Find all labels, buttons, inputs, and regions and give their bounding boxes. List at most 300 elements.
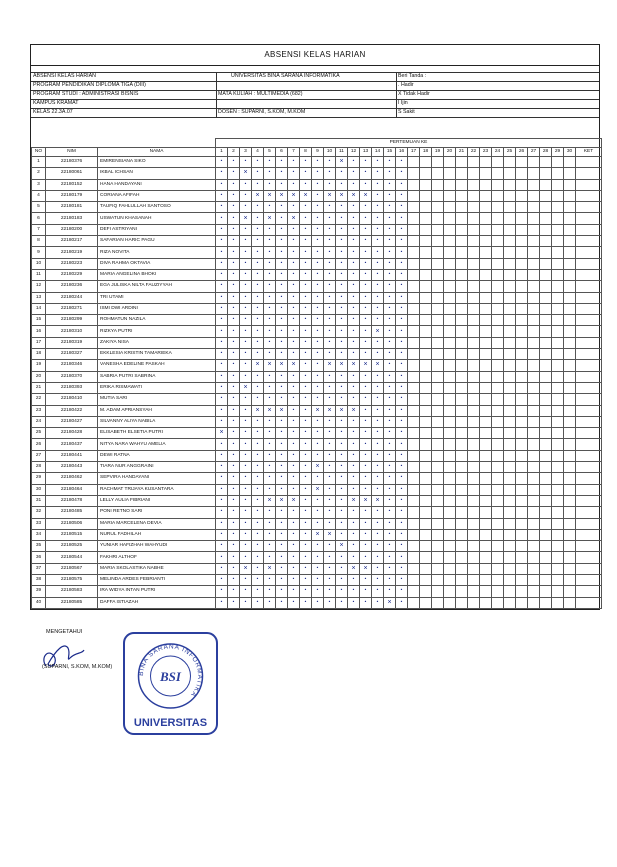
attendance-mark: ×: [288, 190, 300, 201]
attendance-mark: •: [384, 213, 396, 224]
attendance-mark: •: [300, 292, 312, 303]
attendance-mark: •: [252, 315, 264, 326]
attendance-mark: •: [228, 371, 240, 382]
attendance-mark: •: [300, 428, 312, 439]
attendance-mark: •: [252, 439, 264, 450]
attendance-mark: •: [264, 552, 276, 563]
student-ket: [576, 224, 602, 235]
attendance-mark: •: [264, 574, 276, 585]
attendance-mark: •: [384, 326, 396, 337]
attendance-mark: [420, 360, 432, 371]
attendance-mark: [444, 236, 456, 247]
attendance-mark: •: [312, 416, 324, 427]
attendance-mark: [480, 405, 492, 416]
attendance-mark: ×: [276, 405, 288, 416]
attendance-mark: •: [264, 326, 276, 337]
attendance-mark: •: [216, 382, 228, 393]
attendance-mark: [468, 586, 480, 597]
attendance-mark: •: [228, 349, 240, 360]
attendance-mark: •: [336, 213, 348, 224]
attendance-mark: •: [348, 586, 360, 597]
attendance-mark: •: [336, 236, 348, 247]
attendance-mark: •: [216, 405, 228, 416]
attendance-mark: [480, 269, 492, 280]
attendance-mark: [552, 303, 564, 314]
attendance-mark: •: [336, 202, 348, 213]
attendance-mark: [540, 597, 552, 608]
student-ket: [576, 202, 602, 213]
attendance-mark: •: [300, 224, 312, 235]
student-row: [32, 597, 602, 608]
attendance-mark: •: [276, 518, 288, 529]
attendance-mark: •: [252, 428, 264, 439]
student-nama: IRA WIDYA INTAN PUTRI: [98, 586, 216, 597]
attendance-mark: •: [252, 394, 264, 405]
attendance-mark: •: [396, 190, 408, 201]
student-no: 15: [32, 315, 46, 326]
attendance-mark: [528, 168, 540, 179]
attendance-mark: •: [336, 168, 348, 179]
attendance-mark: [492, 394, 504, 405]
attendance-mark: ×: [360, 563, 372, 574]
attendance-mark: [564, 586, 576, 597]
attendance-mark: [528, 563, 540, 574]
attendance-mark: •: [276, 236, 288, 247]
student-nim: 22180567: [46, 563, 98, 574]
attendance-mark: •: [384, 337, 396, 348]
attendance-mark: [432, 360, 444, 371]
attendance-mark: •: [216, 597, 228, 608]
student-nim: 22180544: [46, 552, 98, 563]
attendance-mark: [420, 541, 432, 552]
student-no: 29: [32, 473, 46, 484]
student-ket: [576, 495, 602, 506]
student-ket: [576, 507, 602, 518]
attendance-mark: •: [396, 349, 408, 360]
attendance-mark: [456, 326, 468, 337]
attendance-mark: [516, 337, 528, 348]
student-ket: [576, 439, 602, 450]
attendance-mark: [408, 224, 420, 235]
attendance-mark: [564, 394, 576, 405]
student-no: 17: [32, 337, 46, 348]
attendance-mark: [540, 236, 552, 247]
attendance-mark: •: [264, 473, 276, 484]
col-nim: NIM: [46, 148, 98, 157]
attendance-mark: •: [372, 529, 384, 540]
attendance-mark: •: [276, 394, 288, 405]
attendance-mark: [540, 518, 552, 529]
attendance-mark: [516, 371, 528, 382]
attendance-mark: •: [276, 281, 288, 292]
attendance-mark: •: [276, 473, 288, 484]
col-meeting-10: 10: [324, 148, 336, 157]
attendance-mark: [408, 586, 420, 597]
legend-hadir: . Hadir: [398, 82, 414, 88]
attendance-mark: •: [348, 416, 360, 427]
attendance-mark: [480, 586, 492, 597]
attendance-mark: •: [336, 382, 348, 393]
attendance-mark: •: [348, 292, 360, 303]
attendance-mark: •: [324, 157, 336, 168]
attendance-mark: •: [396, 168, 408, 179]
student-row: [32, 428, 602, 439]
attendance-mark: •: [240, 326, 252, 337]
attendance-mark: ×: [336, 360, 348, 371]
attendance-mark: •: [252, 529, 264, 540]
attendance-mark: [408, 337, 420, 348]
attendance-mark: [408, 484, 420, 495]
attendance-mark: •: [312, 281, 324, 292]
attendance-mark: •: [288, 371, 300, 382]
attendance-mark: [540, 349, 552, 360]
attendance-mark: [504, 190, 516, 201]
attendance-mark: [540, 360, 552, 371]
attendance-mark: •: [396, 450, 408, 461]
attendance-mark: ×: [288, 495, 300, 506]
attendance-mark: [432, 484, 444, 495]
attendance-mark: •: [264, 337, 276, 348]
attendance-mark: •: [324, 541, 336, 552]
attendance-mark: •: [324, 224, 336, 235]
info-left-5: KELAS 22.3A.07: [33, 109, 73, 115]
attendance-mark: •: [324, 507, 336, 518]
attendance-mark: [552, 518, 564, 529]
attendance-mark: •: [216, 202, 228, 213]
attendance-mark: [564, 236, 576, 247]
attendance-mark: •: [372, 541, 384, 552]
attendance-mark: •: [324, 247, 336, 258]
attendance-mark: •: [396, 360, 408, 371]
attendance-mark: [540, 157, 552, 168]
attendance-mark: •: [312, 202, 324, 213]
attendance-mark: [468, 405, 480, 416]
attendance-mark: [540, 507, 552, 518]
attendance-sheet: [30, 44, 600, 610]
student-row: [32, 360, 602, 371]
attendance-mark: [564, 292, 576, 303]
attendance-mark: [504, 292, 516, 303]
student-nama: CORIANA AFIFAH: [98, 190, 216, 201]
attendance-mark: •: [276, 541, 288, 552]
attendance-mark: [504, 428, 516, 439]
attendance-mark: [564, 360, 576, 371]
attendance-mark: [432, 518, 444, 529]
attendance-mark: [444, 371, 456, 382]
attendance-mark: •: [384, 236, 396, 247]
attendance-mark: [564, 405, 576, 416]
attendance-mark: [504, 518, 516, 529]
attendance-mark: [456, 597, 468, 608]
attendance-mark: •: [288, 303, 300, 314]
attendance-mark: •: [384, 315, 396, 326]
attendance-mark: •: [396, 157, 408, 168]
attendance-mark: [564, 315, 576, 326]
attendance-mark: •: [216, 168, 228, 179]
legend-ijin: I Ijin: [398, 100, 408, 106]
attendance-mark: [408, 462, 420, 473]
attendance-mark: [528, 236, 540, 247]
attendance-mark: •: [252, 213, 264, 224]
svg-text:UNIVERSITAS: UNIVERSITAS: [133, 717, 208, 729]
attendance-mark: •: [228, 484, 240, 495]
col-meeting-2: 2: [228, 148, 240, 157]
attendance-mark: [420, 190, 432, 201]
col-meeting-26: 26: [516, 148, 528, 157]
attendance-mark: •: [348, 157, 360, 168]
attendance-mark: [420, 597, 432, 608]
attendance-mark: [552, 281, 564, 292]
attendance-mark: •: [372, 484, 384, 495]
attendance-mark: •: [288, 202, 300, 213]
attendance-mark: •: [348, 428, 360, 439]
attendance-mark: •: [336, 303, 348, 314]
attendance-mark: [408, 597, 420, 608]
attendance-mark: •: [240, 281, 252, 292]
attendance-mark: •: [300, 371, 312, 382]
attendance-mark: [408, 428, 420, 439]
attendance-mark: [528, 574, 540, 585]
attendance-mark: •: [336, 394, 348, 405]
attendance-mark: •: [372, 597, 384, 608]
student-no: 13: [32, 292, 46, 303]
attendance-mark: •: [252, 202, 264, 213]
student-nim: 22180515: [46, 529, 98, 540]
attendance-mark: [528, 202, 540, 213]
attendance-mark: •: [288, 337, 300, 348]
attendance-mark: [492, 269, 504, 280]
attendance-mark: [444, 292, 456, 303]
attendance-mark: [516, 190, 528, 201]
attendance-mark: •: [240, 541, 252, 552]
attendance-mark: •: [228, 405, 240, 416]
attendance-mark: ×: [252, 190, 264, 201]
attendance-mark: •: [312, 258, 324, 269]
col-meeting-22: 22: [468, 148, 480, 157]
attendance-mark: •: [348, 574, 360, 585]
attendance-mark: [456, 529, 468, 540]
attendance-mark: [552, 473, 564, 484]
attendance-mark: •: [396, 574, 408, 585]
attendance-mark: [540, 337, 552, 348]
attendance-mark: •: [216, 315, 228, 326]
attendance-mark: •: [372, 405, 384, 416]
student-ket: [576, 349, 602, 360]
attendance-mark: •: [396, 541, 408, 552]
attendance-mark: •: [360, 179, 372, 190]
student-nim: 22180217: [46, 236, 98, 247]
attendance-mark: [468, 382, 480, 393]
attendance-mark: [420, 428, 432, 439]
student-row: [32, 247, 602, 258]
attendance-mark: [504, 495, 516, 506]
student-no: 2: [32, 168, 46, 179]
attendance-mark: •: [276, 428, 288, 439]
attendance-mark: [408, 349, 420, 360]
attendance-mark: •: [384, 349, 396, 360]
attendance-mark: [456, 495, 468, 506]
attendance-mark: [552, 462, 564, 473]
attendance-mark: •: [288, 507, 300, 518]
student-row: [32, 224, 602, 235]
attendance-mark: •: [228, 315, 240, 326]
attendance-mark: [468, 484, 480, 495]
student-no: 31: [32, 495, 46, 506]
attendance-mark: [408, 507, 420, 518]
attendance-mark: [444, 405, 456, 416]
attendance-mark: [468, 326, 480, 337]
attendance-mark: •: [324, 326, 336, 337]
student-ket: [576, 236, 602, 247]
attendance-mark: •: [288, 518, 300, 529]
attendance-mark: •: [372, 416, 384, 427]
attendance-mark: •: [324, 213, 336, 224]
col-meeting-5: 5: [264, 148, 276, 157]
attendance-mark: [468, 597, 480, 608]
attendance-mark: ×: [360, 190, 372, 201]
attendance-mark: [408, 360, 420, 371]
attendance-mark: [444, 315, 456, 326]
attendance-mark: [516, 563, 528, 574]
attendance-mark: •: [252, 179, 264, 190]
attendance-mark: •: [240, 315, 252, 326]
attendance-mark: [432, 258, 444, 269]
attendance-mark: [540, 495, 552, 506]
attendance-mark: [504, 473, 516, 484]
attendance-mark: ×: [240, 382, 252, 393]
attendance-mark: [540, 326, 552, 337]
attendance-mark: •: [324, 202, 336, 213]
attendance-mark: •: [216, 281, 228, 292]
attendance-mark: ×: [276, 360, 288, 371]
student-nama: MELINDA ARDES FEBRIANTI: [98, 574, 216, 585]
attendance-mark: •: [396, 224, 408, 235]
attendance-mark: [456, 213, 468, 224]
attendance-mark: [432, 563, 444, 574]
attendance-mark: [420, 450, 432, 461]
attendance-mark: [420, 382, 432, 393]
attendance-mark: [444, 179, 456, 190]
attendance-mark: [492, 586, 504, 597]
attendance-mark: ×: [372, 326, 384, 337]
student-row: [32, 462, 602, 473]
attendance-mark: •: [324, 303, 336, 314]
attendance-mark: •: [252, 586, 264, 597]
attendance-mark: •: [228, 326, 240, 337]
attendance-mark: •: [300, 473, 312, 484]
attendance-mark: [468, 563, 480, 574]
student-ket: [576, 337, 602, 348]
attendance-mark: •: [336, 416, 348, 427]
student-nim: 22180525: [46, 541, 98, 552]
student-no: 23: [32, 405, 46, 416]
attendance-mark: •: [228, 439, 240, 450]
attendance-mark: •: [384, 552, 396, 563]
attendance-mark: [528, 258, 540, 269]
student-ket: [576, 292, 602, 303]
student-no: 25: [32, 428, 46, 439]
attendance-mark: •: [372, 394, 384, 405]
attendance-mark: •: [312, 518, 324, 529]
attendance-mark: [492, 303, 504, 314]
attendance-mark: [456, 552, 468, 563]
attendance-mark: [564, 168, 576, 179]
attendance-mark: •: [228, 563, 240, 574]
student-ket: [576, 360, 602, 371]
attendance-mark: [552, 190, 564, 201]
student-nim: 22180443: [46, 462, 98, 473]
student-nama: RACHMAT TRIJAYA KUSANTARA: [98, 484, 216, 495]
attendance-mark: [480, 597, 492, 608]
attendance-mark: •: [288, 292, 300, 303]
attendance-mark: •: [288, 394, 300, 405]
attendance-mark: •: [276, 258, 288, 269]
attendance-mark: •: [240, 518, 252, 529]
attendance-mark: [408, 450, 420, 461]
attendance-mark: [516, 495, 528, 506]
attendance-mark: •: [228, 202, 240, 213]
student-no: 4: [32, 190, 46, 201]
attendance-mark: •: [372, 213, 384, 224]
attendance-mark: •: [360, 382, 372, 393]
attendance-mark: [516, 281, 528, 292]
attendance-mark: [564, 382, 576, 393]
attendance-mark: •: [240, 247, 252, 258]
attendance-mark: [540, 269, 552, 280]
student-row: [32, 269, 602, 280]
student-ket: [576, 541, 602, 552]
attendance-mark: •: [312, 450, 324, 461]
attendance-mark: •: [276, 484, 288, 495]
attendance-mark: [432, 439, 444, 450]
attendance-mark: •: [336, 428, 348, 439]
attendance-mark: [480, 495, 492, 506]
attendance-mark: •: [228, 168, 240, 179]
attendance-mark: •: [300, 157, 312, 168]
attendance-mark: [468, 416, 480, 427]
attendance-mark: •: [252, 326, 264, 337]
attendance-mark: •: [384, 563, 396, 574]
attendance-mark: [528, 315, 540, 326]
attendance-mark: •: [336, 450, 348, 461]
attendance-mark: [444, 518, 456, 529]
attendance-mark: ×: [348, 563, 360, 574]
attendance-mark: •: [288, 529, 300, 540]
attendance-mark: •: [324, 371, 336, 382]
attendance-mark: •: [348, 269, 360, 280]
attendance-mark: •: [396, 236, 408, 247]
attendance-mark: •: [240, 529, 252, 540]
attendance-mark: ×: [324, 529, 336, 540]
attendance-mark: [540, 303, 552, 314]
student-nama: EKKLESIA KRISTIN TAMARIEKA: [98, 349, 216, 360]
attendance-mark: [444, 574, 456, 585]
attendance-mark: [444, 269, 456, 280]
student-nama: DAFFA ISTIAZAH: [98, 597, 216, 608]
attendance-mark: [528, 462, 540, 473]
document-title: ABSENSI KELAS HARIAN: [31, 45, 599, 66]
attendance-mark: [432, 586, 444, 597]
student-ket: [576, 382, 602, 393]
attendance-mark: •: [288, 315, 300, 326]
student-row: [32, 563, 602, 574]
student-nama: EMIRENSIANA SIKO: [98, 157, 216, 168]
attendance-mark: •: [360, 518, 372, 529]
attendance-mark: •: [336, 473, 348, 484]
attendance-mark: [432, 405, 444, 416]
attendance-mark: [432, 168, 444, 179]
attendance-mark: [408, 179, 420, 190]
